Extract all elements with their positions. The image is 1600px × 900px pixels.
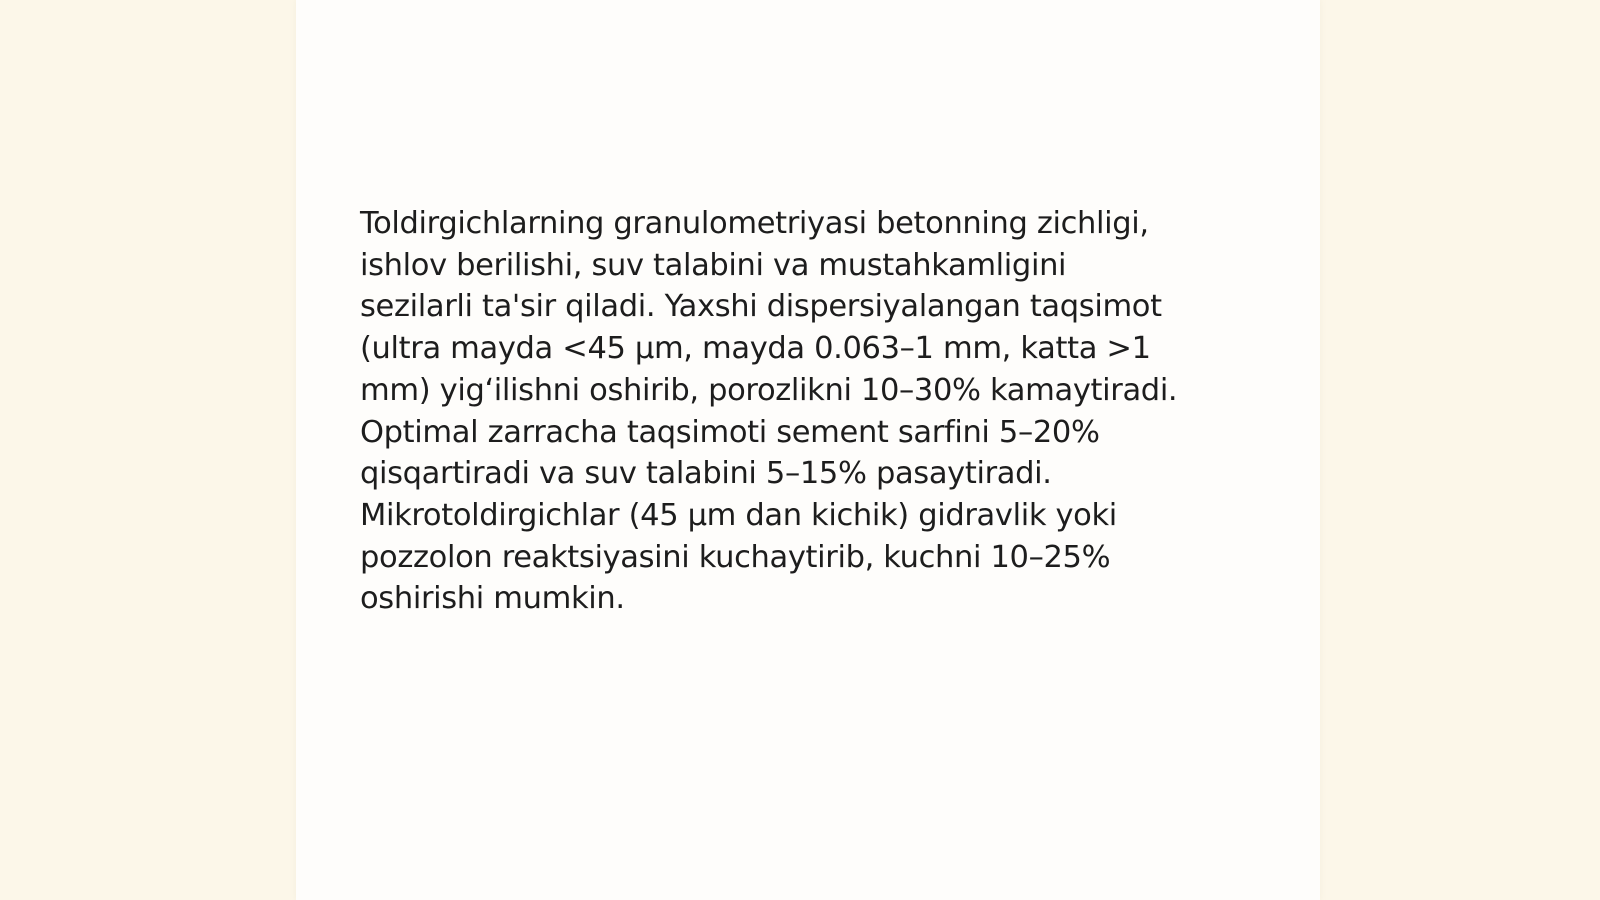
paragraph-line-9: pozzolon reaktsiyasini kuchaytirib, kuchni 10–25%: [360, 539, 1111, 575]
paragraph-line-7: qisqartiradi va suv talabini 5–15% pasaytiradi.: [360, 456, 1052, 492]
paragraph-line-6: Optimal zarracha taqsimoti sement sarfini 5–20%: [360, 414, 1100, 450]
paragraph-line-10: oshirishi mumkin.: [360, 581, 625, 617]
paragraph-line-3: sezilarli ta'sir qiladi. Yaxshi dispersiyalangan taqsimot: [360, 289, 1162, 325]
body-paragraph: [360, 203, 1260, 620]
paragraph-line-8: Mikrotoldirgichlar (45 µm dan kichik) gidravlik yoki: [360, 497, 1117, 533]
paragraph-line-2: ishlov berilishi, suv talabini va mustahkamligini: [360, 247, 1067, 283]
paragraph-line-5: mm) yig‘ilishni oshirib, porozlikni 10–30% kamaytiradi.: [360, 372, 1178, 408]
paragraph-line-4: (ultra mayda <45 µm, mayda 0.063–1 mm, katta >1: [360, 331, 1151, 367]
paragraph-line-1: Toldirgichlarning granulometriyasi betonning zichligi,: [360, 206, 1149, 241]
document-page: [296, 0, 1320, 900]
